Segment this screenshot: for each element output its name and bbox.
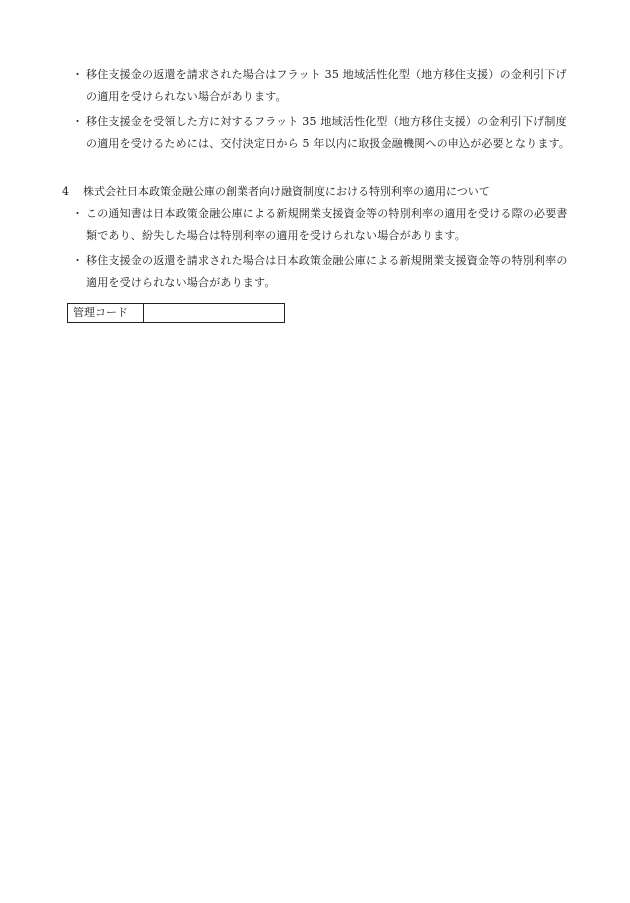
note-text: 移住支援金の返還を請求された場合はフラット 35 地域活性化型（地方移住支援）の金利引下げの適用を受けられない場合があります。 — [86, 68, 567, 103]
section-number: 4 — [62, 185, 69, 198]
management-code-table — [67, 303, 285, 323]
management-code-label: 管理コード — [68, 304, 144, 323]
bullet-mark: ・ — [72, 68, 84, 81]
note-text: 移住支援金の返還を請求された場合は日本政策金融公庫による新規開業支援資金等の特別利率の適用を受けられない場合があります。 — [86, 254, 568, 289]
list-item — [72, 250, 572, 293]
table-row — [68, 304, 285, 323]
section-title: 株式会社日本政策金融公庫の創業者向け融資制度における特別利率の適用について — [83, 185, 490, 198]
list-item — [72, 203, 572, 246]
section-4-notes — [72, 203, 572, 297]
note-text: この通知書は日本政策金融公庫による新規開業支援資金等の特別利率の適用を受ける際の必要書類であり、紛失した場合は特別利率の適用を受けられない場合があります。 — [86, 207, 568, 242]
section-4-heading — [62, 182, 490, 202]
management-code-field[interactable] — [144, 304, 285, 323]
note-text: 移住支援金を受領した方に対するフラット 35 地域活性化型（地方移住支援）の金利引下げ制度の適用を受けるためには、交付決定日から 5 年以内に取扱金融機関への申込が必要となります。 — [86, 115, 571, 150]
section-3-notes — [72, 64, 572, 158]
list-item — [72, 64, 572, 107]
bullet-mark: ・ — [72, 207, 84, 220]
bullet-mark: ・ — [72, 115, 84, 128]
bullet-mark: ・ — [72, 254, 84, 267]
list-item — [72, 111, 572, 154]
